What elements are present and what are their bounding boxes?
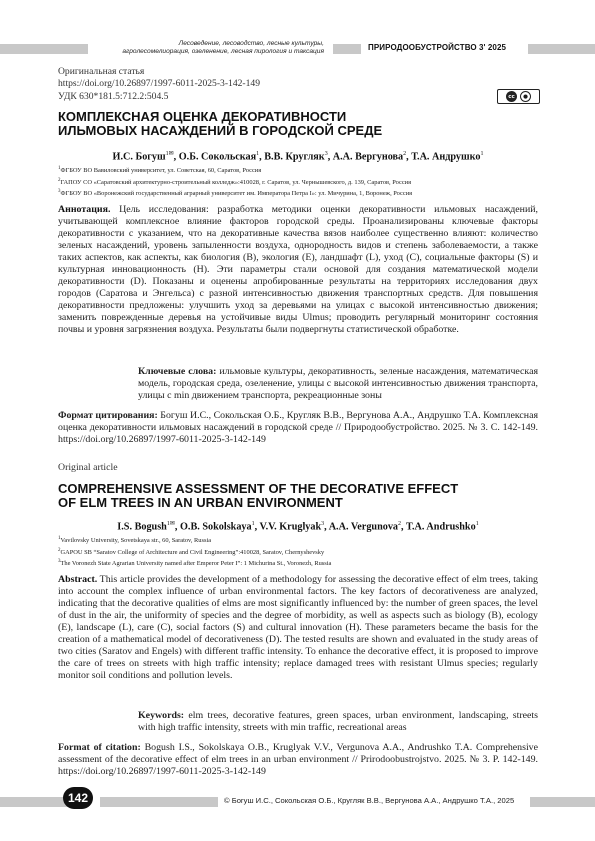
author: В.В. Кругляк	[264, 151, 325, 163]
en-abstract-text: This article provides the development of a methodology for assessing the decorative effect of elm trees, taking into account the complex influence of urban environmental factors. The key factors of decorativeness are analyzed, indicating that the decorative qualities of elms are most significantly influenced by: the number of green spaces, the level of dust in the air, the uniformity of species and the degree of morbidity, as well as aspects such as biology (B), ecology (E), landscape (L), care (C), social factors (S) and cultural innovation (H). These parameters became the basis for the creation of a mathematical model of decorativeness (D). The tested results are shown and evaluated in the study areas of two cities (Saratov and Engels) with different traffic intensity. To enhance the decorative effect, it is proposed to improve the care of trees on streets with high traffic intensity; replace damaged trees with resistant Ulmus species; regularly monitor soil conditions and pollution levels.	[58, 574, 538, 682]
aff-text: The Voronezh State Agrarian University named after Emperor Peter I”: 1 Michurina St., Voronezh, Russia	[60, 560, 332, 568]
header-bar-left	[0, 44, 88, 54]
en-keywords-text: elm trees, decorative features, green spaces, urban environment, landscaping, streets with high traffic intensity, streets with min traffic, recreational areas	[138, 710, 538, 733]
article-meta	[58, 66, 260, 103]
author: T.A. Andrushko	[405, 521, 476, 533]
author-sup: 1	[256, 151, 260, 157]
author-sup: 3	[324, 151, 328, 157]
header-section-title	[92, 40, 324, 56]
en-article-type: Original article	[58, 462, 118, 473]
en-title	[58, 482, 458, 510]
affiliation	[58, 187, 412, 199]
affiliation	[58, 534, 331, 546]
udk-code: УДК 630*181.5:712.2:504.5	[58, 90, 169, 102]
ru-citation-text: Богуш И.С., Сокольская О.Б., Кругляк В.В., Вергунова А.А., Андрушко Т.А. Комплексная оценка декоративности ильмовых насаждений в городской среде // Природообустройство. 2025. № 3. С. 142-149. https://doi.org/10.26897/1997-6011-2025-3-142-149	[58, 410, 538, 445]
cc-by-icon[interactable]	[497, 89, 540, 104]
author: I.S. Bogush	[117, 521, 167, 533]
aff-text: ФГБОУ ВО «Воронежский государственный аграрный университет им. Императора Петра I»: ул. Мичурина, 1, Воронеж, Россия	[60, 190, 413, 198]
author: Т.А. Андрушко	[411, 151, 481, 163]
aff-text: ФГБОУ ВО Вавиловский университет, ул. Советская, 60, Саратов, Россия	[60, 167, 262, 175]
aff-sup: 3	[58, 559, 61, 565]
ru-citation	[58, 410, 538, 446]
ru-authors: И.С. Богуш$^{1✉}$, О.Б. Сокольская$^1$, В.В. Кругляк$^3$, А.А. Вергунова$^2$, Т.А. Андрушко$^1$	[112, 151, 484, 163]
author-sup: 3	[321, 521, 325, 527]
author-sup: 1	[475, 521, 479, 527]
en-abstract-label: Abstract.	[58, 574, 98, 585]
author-sup: 2	[403, 151, 407, 157]
affiliation	[58, 176, 412, 188]
author: И.С. Богуш	[112, 151, 166, 163]
en-keywords	[138, 710, 538, 734]
ru-title	[58, 110, 382, 138]
ru-abstract-text: Цель исследования: разработка методики оценки декоративности ильмовых насаждений, учитывающей комплексное влияние факторов городской среды. Проанализированы ключевые факторы декоративности с указанием, что на декоративные качества вязов наиболее существенно влияют: количество зеленых насаждений, уровень запыленности воздуха, однородность видов и степень заболеваемости, а также таких аспектов, как аспекты, как биология (B), экология (E), ландшафт (L), уход (C), социальные факторы (S) и культурная инновационность (H). Эти параметры стали основой для создания математической модели декоративности (D). Показаны и оценены апробированные результаты на территориях исследования двух городов (Саратова и Энгельса) с разной интенсивностью движения транспортных средств. Для повышения декоративности предложены: улучшить уход за деревьями на улицах с высокой интенсивностью движения; заменить поврежденные деревья на устойчивые виды Ulmus; проводить регулярный мониторинг состояния почвы и уровня загрязнения воздуха. Результаты были подвергнуты статистической обработке.	[58, 204, 538, 336]
ru-keywords-label: Ключевые слова:	[138, 366, 217, 377]
author: О.Б. Сокольская	[178, 151, 257, 163]
en-keywords-label: Keywords:	[138, 710, 185, 721]
en-abstract	[58, 574, 538, 682]
header-section-line1: Лесоведение, лесоводство, лесные культуры,	[178, 40, 324, 47]
en-title-line2: OF ELM TREES IN AN URBAN ENVIRONMENT	[58, 495, 343, 510]
aff-text: Vavilovsky University, Sovetskaya str., 60, Saratov, Russia	[60, 537, 212, 545]
aff-sup: 2	[58, 177, 61, 183]
ru-affiliations	[58, 164, 412, 199]
ru-keywords	[138, 366, 538, 402]
en-title-line1: COMPREHENSIVE ASSESSMENT OF THE DECORATIVE EFFECT	[58, 481, 459, 496]
ru-abstract	[58, 204, 538, 337]
affiliation	[58, 557, 331, 569]
ru-title-line1: КОМПЛЕКСНАЯ ОЦЕНКА ДЕКОРАТИВНОСТИ	[58, 109, 347, 124]
by-person-icon: ●	[520, 91, 531, 102]
author-sup: 2	[398, 521, 402, 527]
footer-bar-left	[0, 797, 72, 807]
author-sup: 1	[251, 521, 255, 527]
aff-sup: 2	[58, 547, 61, 553]
author: V.V. Kruglyak	[259, 521, 322, 533]
aff-sup: 3	[58, 189, 61, 195]
ru-abstract-label: Аннотация.	[58, 204, 111, 215]
header-section-line2: агролесомелиорация, озеленение, лесная пирология и таксация	[122, 48, 324, 55]
article-type: Оригинальная статья	[58, 66, 145, 77]
author-sup: 1	[480, 151, 484, 157]
author-sup: 1✉	[165, 151, 174, 157]
en-authors: I.S. Bogush$^{1✉}$, O.B. Sokolskaya$^1$, V.V. Kruglyak$^3$, A.A. Vergunova$^2$, T.A. Andrushko$^1$	[117, 521, 479, 533]
author-sup: 1✉	[166, 521, 175, 527]
en-affiliations	[58, 534, 331, 569]
footer-bar-right	[530, 797, 595, 807]
aff-text: GAPOU SB “Saratov College of Architecture and Civil Engineering”:410028, Saratov, Chernyshevsky	[60, 548, 325, 556]
journal-name: ПРИРОДООБУСТРОЙСТВО 3' 2025	[368, 43, 507, 52]
aff-sup: 1	[58, 166, 61, 171]
affiliation	[58, 164, 412, 176]
author: A.A. Vergunova	[328, 521, 399, 533]
footer-copyright: © Богуш И.С., Сокольская О.Б., Кругляк В.В., Вергунова А.А., Андрушко Т.А., 2025	[224, 796, 515, 805]
doi-link[interactable]: https://doi.org/10.26897/1997-6011-2025-3-142-149	[58, 78, 260, 90]
en-citation-text: Bogush I.S., Sokolskaya O.B., Kruglyak V.V., Vergunova A.A., Andrushko T.A. Comprehensive assessment of the decorative effect of elm trees in an urban environment // Prirodoobustrojstvo. 2025. № 3. P. 142-149. https://doi.org/10.26897/1997-6011-2025-3-142-149	[58, 742, 539, 777]
header-bar-middle	[333, 44, 361, 54]
ru-title-line2: ИЛЬМОВЫХ НАСАЖДЕНИЙ В ГОРОДСКОЙ СРЕДЕ	[58, 123, 383, 138]
aff-sup: 1	[58, 536, 61, 541]
ru-citation-label: Формат цитирования:	[58, 410, 158, 421]
author: O.B. Sokolskaya	[179, 521, 252, 533]
cc-logo-icon: cc	[506, 91, 517, 102]
affiliation	[58, 546, 331, 558]
aff-text: ГАПОУ СО «Саратовский архитектурно-строительный колледж»:410028, г. Саратов, ул. Чернышевского, д. 139, Саратов, Россия	[60, 178, 412, 186]
running-header	[0, 40, 595, 60]
page-number: 142	[63, 787, 93, 809]
ru-keywords-text: ильмовые культуры, декоративность, зеленые насаждения, математическая модель, городская среда, озеленение, улицы с высокой интенсивностью движения транспорта, улицы с min движением транспорта, рекреационные зоны	[138, 366, 538, 401]
en-citation-label: Format of citation:	[58, 742, 141, 753]
footer-bar-middle	[100, 797, 218, 807]
header-bar-right	[528, 44, 595, 54]
en-citation	[58, 742, 538, 778]
author: А.А. Вергунова	[332, 151, 404, 163]
